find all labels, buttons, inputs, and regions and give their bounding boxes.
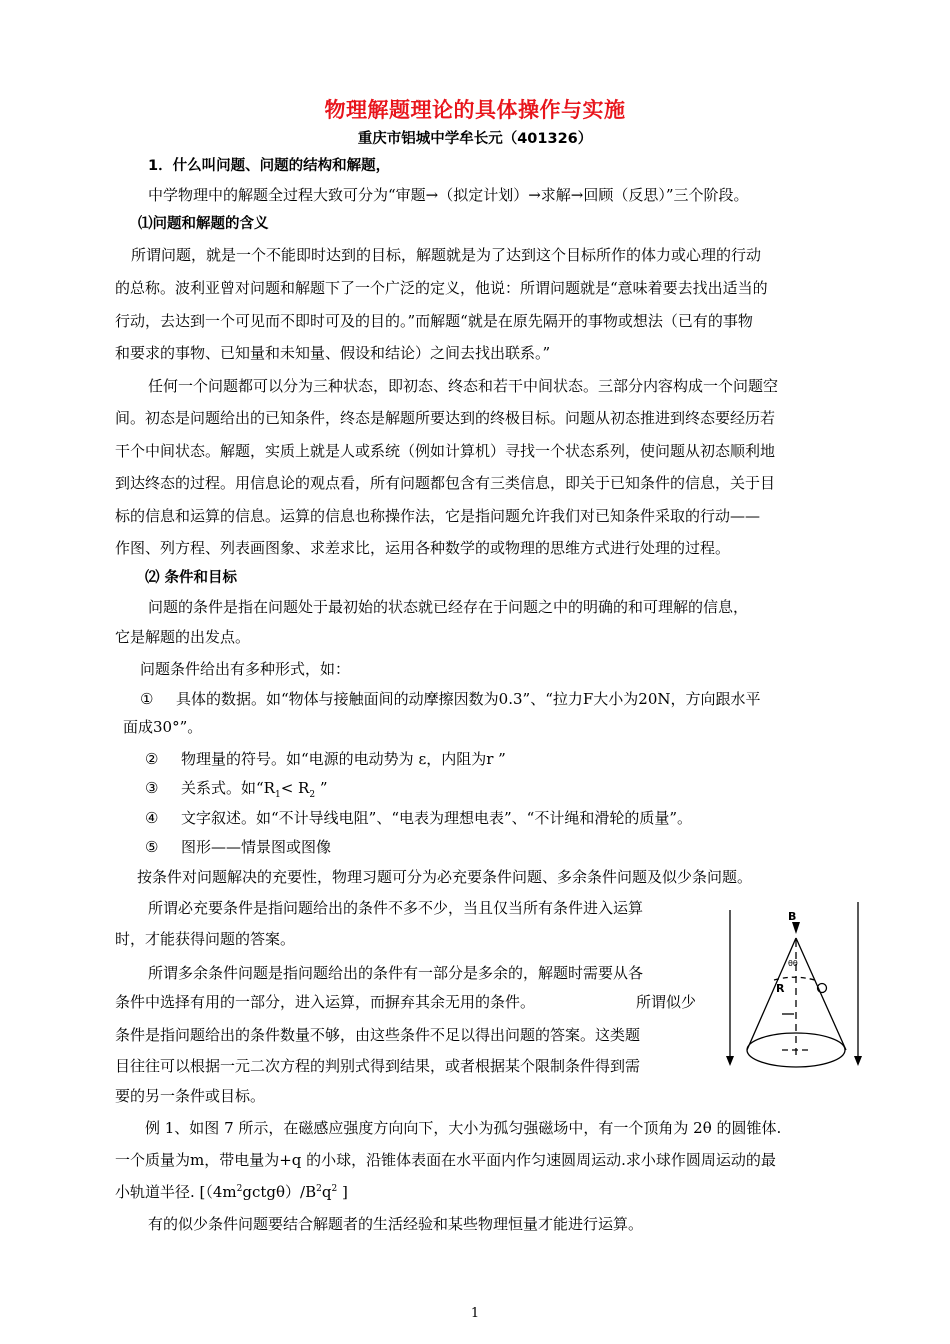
condition-item [145,808,692,828]
condition-item-continued: 面成30°”。 [123,718,203,736]
paragraph-line: 条件中选择有用的一部分，进入运算，而摒弃其余无用的条件。 [115,993,536,1011]
paragraph-line: 所谓必充要条件是指问题给出的条件不多不少，当且仅当所有条件进入运算 [148,899,644,917]
arrow-head-b [792,922,800,934]
item-number: ③ [145,779,159,797]
paragraph-line: 的总称。波利亚曾对问题和解题下了一个广泛的定义，他说：所谓问题就是“意味着要去找出适当的 [115,279,768,297]
condition-item [145,778,328,798]
item-text: 物理量的符号。如“电源的电动势为 ε，内阻为r ” [181,750,506,768]
subsection-heading-2: ⑵ 条件和目标 [145,570,238,586]
page-number: 1 [470,1306,480,1321]
subscript: 2 [309,790,316,800]
example-line: 一个质量为m，带电量为+q 的小球，沿锥体表面在水平面内作匀速圆周运动.求小球作圆周运动的最 [115,1151,776,1169]
author-line: 重庆市铝城中学牟长元（401326） [357,131,593,147]
paragraph-line: 作图、列方程、列表画图象、求差求比，运用各种数学的或物理的思维方式进行处理的过程。 [115,539,731,557]
paragraph-line: 目往往可以根据一元二次方程的判别式得到结果，或者根据某个限制条件得到需 [115,1057,641,1075]
intro-line: 中学物理中的解题全过程大致可分为“审题→（拟定计划）→求解→回顾（反思）”三个阶段。 [148,186,749,204]
item-number: ⑤ [145,838,159,856]
condition-item [145,749,506,769]
paragraph-line: 要的另一条件或目标。 [115,1087,266,1105]
superscript: 2 [331,1184,338,1194]
label-r: R [776,982,785,995]
item-number: ② [145,750,159,768]
answer-text: ] [337,1183,348,1201]
item-text: 文字叙述。如“不计导线电阻”、“电表为理想电表”、“不计绳和滑轮的质量”。 [181,809,693,827]
item-number: ① [140,690,154,708]
paragraph-line: 到达终态的过程。用信息论的观点看，所有问题都包含有三类信息，即关于已知条件的信息，关于目 [115,474,776,492]
section-heading: 1．什么叫问题、问题的结构和解题， [148,158,391,174]
paragraph-line: 所谓似少 [636,993,697,1011]
label-b: B [788,910,797,923]
subscript: 1 [274,790,281,800]
item-text: ” [315,779,328,797]
paragraph-line: 条件是指问题给出的条件数量不够，由这些条件不足以得出问题的答案。这类题 [115,1026,641,1044]
paragraph-line: 所谓多余条件问题是指问题给出的条件有一部分是多余的，解题时需要从各 [148,964,644,982]
condition-item [140,689,760,709]
paragraph-line: 干个中间状态。解题，实质上就是人或系统（例如计算机）寻找一个状态系列，使问题从初态顺利地 [115,442,776,460]
label-theta: θθ [788,959,798,968]
paragraph-line: 问题条件给出有多种形式，如： [140,660,351,678]
paragraph-line: 行动，去达到一个可见而不即时可及的目的。”而解题“就是在原先隔开的事物或想法（已有的事物 [115,312,753,330]
paragraph-line: 所谓问题，就是一个不能即时达到的目标，解题就是为了达到这个目标所作的体力或心理的行动 [131,246,762,264]
superscript: 2 [316,1184,322,1194]
item-text: 图形——情景图或图像 [181,838,332,856]
answer-text: gctgθ）/B [242,1183,317,1201]
answer-text: 小轨道半径. [（4m [115,1183,237,1201]
condition-item [145,837,331,857]
page-title: 物理解题理论的具体操作与实施 [324,98,626,122]
answer-text: q [321,1183,332,1201]
example-line: 例 1、如图 7 所示，在磁感应强度方向向下，大小为孤匀强磁场中，有一个顶角为 2θ 的圆锥体. [145,1119,782,1137]
paragraph-line: 按条件对问题解决的充要性，物理习题可分为必充要条件问题、多余条件问题及似少条问题。 [137,868,753,886]
item-text: < R [280,779,310,797]
paragraph-line: 时，才能获得问题的答案。 [115,930,296,948]
paragraph-line: 有的似少条件问题要结合解题者的生活经验和某些物理恒量才能进行运算。 [148,1215,644,1233]
subsection-heading-1: ⑴问题和解题的含义 [138,216,269,232]
paragraph-line: 间。初态是问题给出的已知条件，终态是解题所要达到的终极目标。问题从初态推进到终态要经历若 [115,409,776,427]
example-answer [115,1182,348,1202]
item-text: 关系式。如“R [181,779,275,797]
paragraph-line: 问题的条件是指在问题处于最初始的状态就已经存在于问题之中的明确的和可理解的信息， [148,598,749,616]
cone-figure [718,898,878,1078]
arrow-head-left [726,1056,734,1066]
paragraph-line: 和要求的事物、已知量和未知量、假设和结论）之间去找出联系。” [115,344,551,362]
paragraph-line: 任何一个问题都可以分为三种状态，即初态、终态和若干中间状态。三部分内容构成一个问题空 [148,377,779,395]
paragraph-line: 它是解题的出发点。 [115,628,251,646]
arrow-head-right [854,1056,862,1066]
superscript: 2 [236,1184,243,1194]
paragraph-line: 标的信息和运算的信息。运算的信息也称操作法，它是指问题允许我们对已知条件采取的行动—— [115,507,761,525]
item-text: 具体的数据。如“物体与接触面间的动摩擦因数为0.3”、“拉力F大小为20N，方向跟水平 [176,690,761,708]
item-number: ④ [145,809,159,827]
